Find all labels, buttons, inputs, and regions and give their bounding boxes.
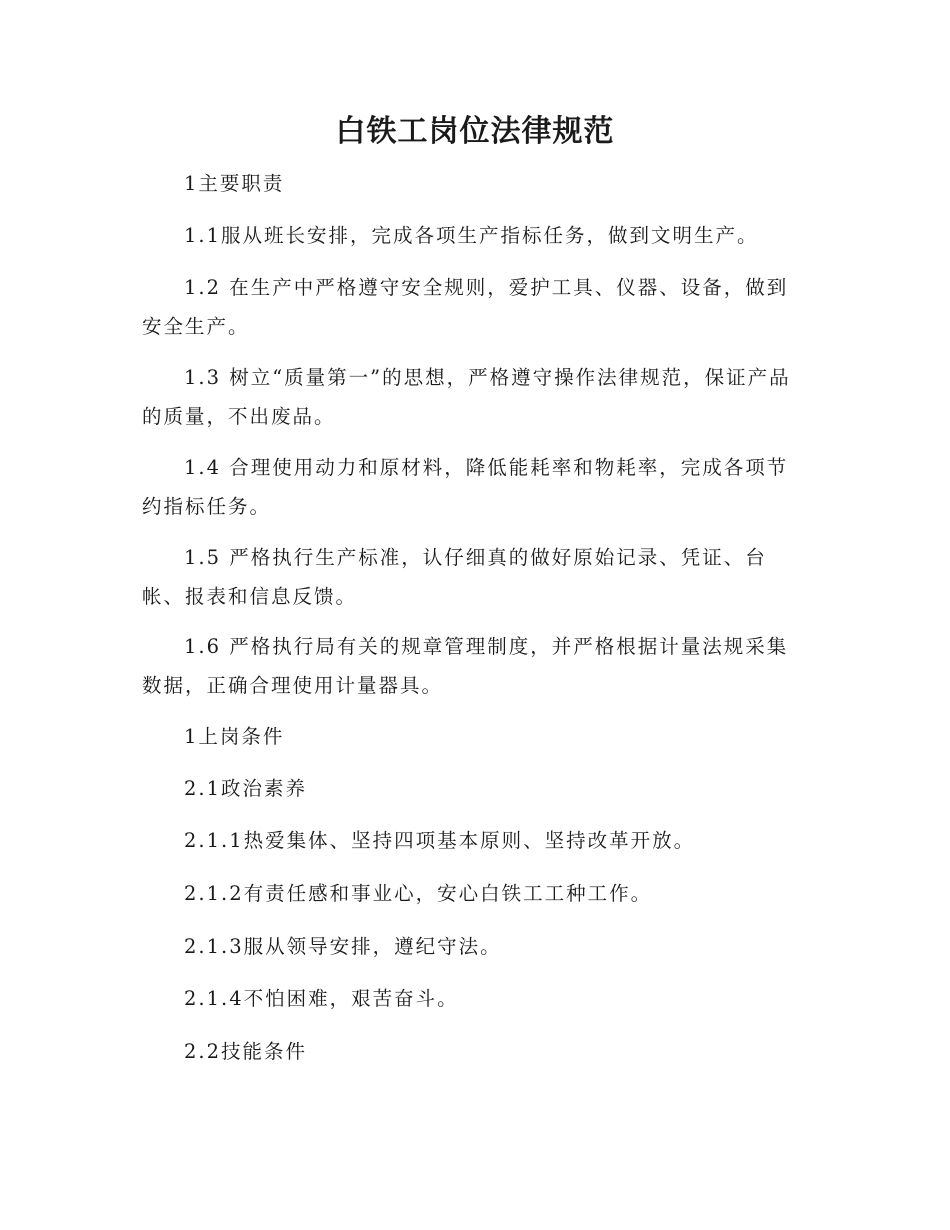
paragraph-1-3: 1.3 树立“质量第一”的思想，严格遵守操作法律规范，保证产品的质量，不出废品。 <box>142 366 791 428</box>
paragraph-1-5: 1.5 严格执行生产标准，认仔细真的做好原始记录、凭证、台帐、报表和信息反馈。 <box>142 546 767 608</box>
paragraph-2-1-4: 2.1.4不怕困难，艰苦奋斗。 <box>184 987 459 1010</box>
paragraph-1-6: 1.6 严格执行局有关的规章管理制度，并严格根据计量法规采集数据，正确合理使用计量器具。 <box>142 635 789 697</box>
subsection-heading-political: 2.1政治素养 <box>184 777 308 800</box>
paragraph-1-4: 1.4 合理使用动力和原材料，降低能耗率和物耗率，完成各项节约指标任务。 <box>142 456 789 518</box>
subsection-heading-skills: 2.2技能条件 <box>184 1040 308 1063</box>
paragraph-1-2: 1.2 在生产中严格遵守安全规则，爱护工具、仪器、设备，做到安全生产。 <box>142 276 789 338</box>
paragraph-2-1-1: 2.1.1热爱集体、坚持四项基本原则、坚持改革开放。 <box>184 829 696 852</box>
section-heading-duties: 1主要职责 <box>184 172 285 195</box>
section-heading-requirements: 1上岗条件 <box>184 725 285 748</box>
paragraph-2-1-3: 2.1.3服从领导安排，遵纪守法。 <box>184 935 502 958</box>
paragraph-1-1: 1.1服从班长安排，完成各项生产指标任务，做到文明生产。 <box>184 224 759 247</box>
paragraph-2-1-2: 2.1.2有责任感和事业心，安心白铁工工种工作。 <box>184 882 653 905</box>
document-title: 白铁工岗位法律规范 <box>335 114 615 149</box>
